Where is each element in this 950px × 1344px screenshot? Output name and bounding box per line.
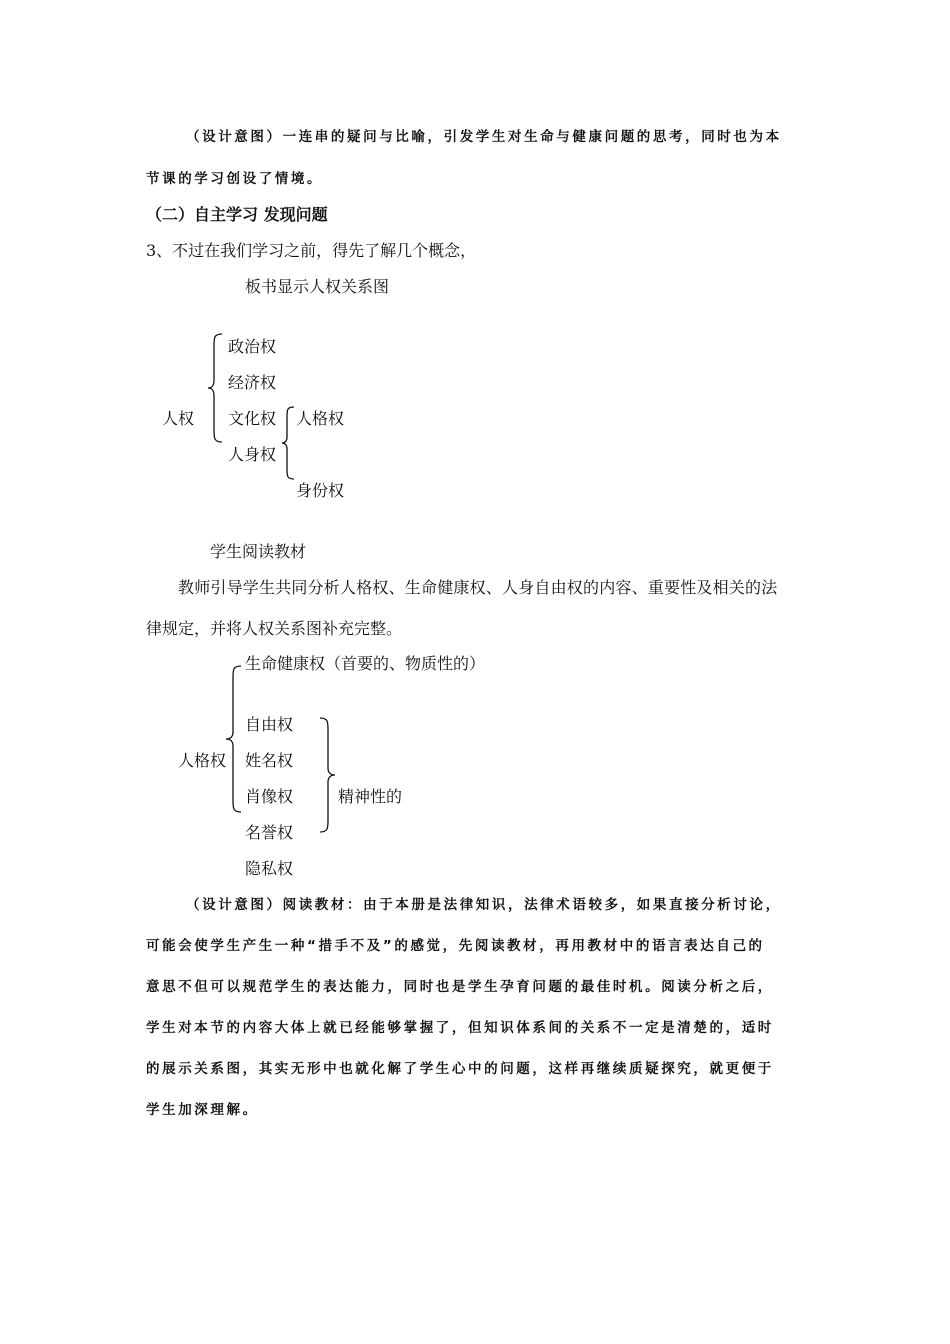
diagram2-branch-portrait: 肖像权 [245, 787, 294, 806]
diagram2-branch-privacy: 隐私权 [245, 859, 294, 878]
diagram1-branch-political: 政治权 [228, 337, 277, 356]
teacher-guide-line-2: 律规定，并将人权关系图补充完整。 [146, 619, 403, 638]
student-read-text: 学生阅读教材 [210, 542, 307, 561]
diagram1-root: 人权 [162, 409, 195, 428]
teacher-guide-line-1: 教师引导学生共同分析人格权、生命健康权、人身自由权的内容、重要性及相关的法 [178, 578, 778, 597]
diagram2-root: 人格权 [178, 751, 227, 770]
item-3-text: 3、不过在我们学习之前，得先了解几个概念， [146, 241, 477, 260]
diagram2-branch-freedom: 自由权 [245, 715, 294, 734]
design-note-2-line-3: 意思不但可以规范学生的表达能力，同时也是学生孕育问题的最佳时机。阅读分析之后， [146, 979, 774, 995]
design-note-1-line-2: 节课的学习创设了情境。 [146, 171, 324, 187]
diagram2-right-brace [318, 716, 338, 836]
diagram2-branch-life-health: 生命健康权（首要的、物质性的） [245, 654, 486, 673]
design-note-2-line-5: 的展示关系图，其实无形中也就化解了学生心中的问题，这样再继续质疑探究，就更便于 [146, 1061, 774, 1077]
diagram1-sub-brace [280, 405, 296, 481]
diagram2-branch-reputation: 名誉权 [245, 823, 294, 842]
section-heading: （二）自主学习 发现问题 [146, 205, 328, 224]
diagram1-branch-personal: 人身权 [228, 445, 277, 464]
board-caption: 板书显示人权关系图 [245, 277, 390, 296]
design-note-2-line-2: 可能会使学生产生一种“措手不及”的感觉，先阅读教材，再用教材中的语言表达自己的 [146, 938, 765, 954]
design-note-1-line-1: （设计意图）一连串的疑问与比喻，引发学生对生命与健康问题的思考，同时也为本 [186, 129, 782, 145]
design-note-2-line-1: （设计意图）阅读教材：由于本册是法律知识，法律术语较多，如果直接分析讨论， [186, 897, 782, 913]
diagram2-group-label: 精神性的 [338, 787, 403, 806]
diagram1-main-brace [206, 332, 226, 444]
diagram2-main-brace [224, 664, 244, 814]
diagram1-branch-cultural: 文化权 [228, 409, 277, 428]
diagram2-branch-name: 姓名权 [245, 751, 294, 770]
diagram1-sub-identity: 身份权 [296, 481, 345, 500]
diagram1-branch-economic: 经济权 [228, 373, 277, 392]
design-note-2-line-4: 学生对本节的内容大体上就已经能够掌握了，但知识体系间的关系不一定是清楚的，适时 [146, 1020, 774, 1036]
diagram1-sub-personality: 人格权 [296, 409, 345, 428]
design-note-2-line-6: 学生加深理解。 [146, 1102, 259, 1118]
